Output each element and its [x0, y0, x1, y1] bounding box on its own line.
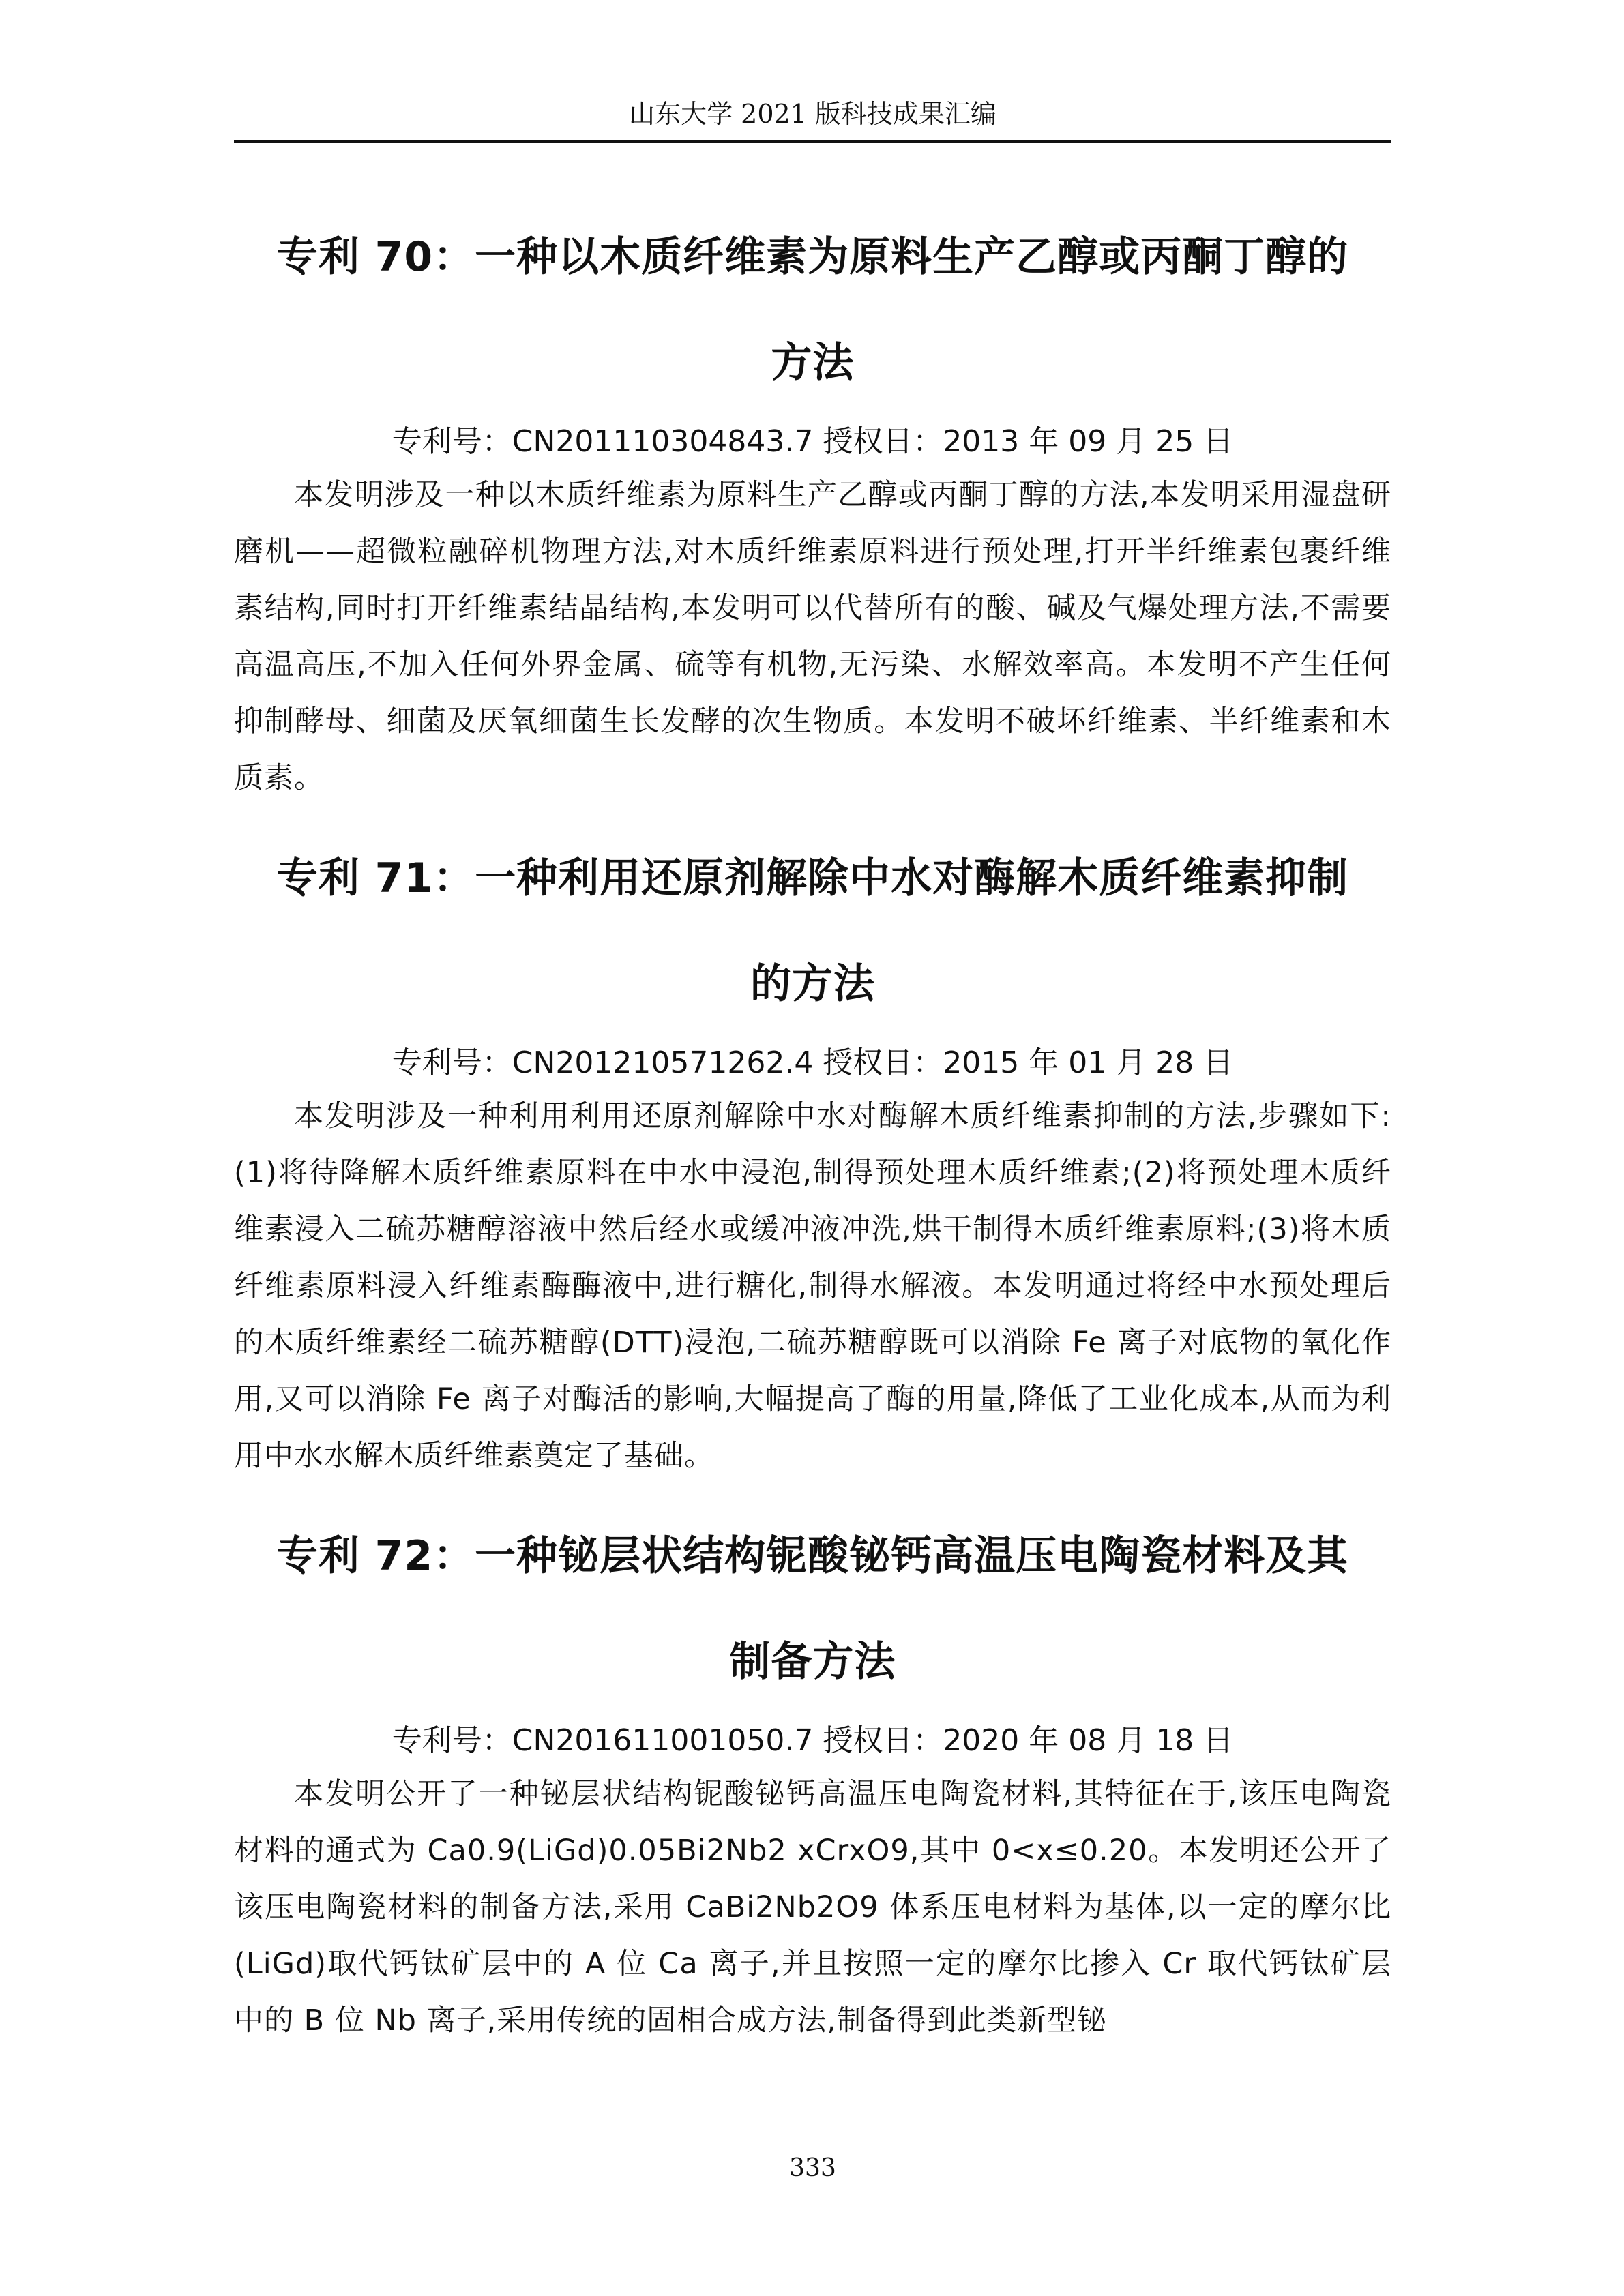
patent-abstract: 本发明涉及一种利用利用还原剂解除中水对酶解木质纤维素抑制的方法,步骤如下:(1)将待降解木质纤维素原料在中水中浸泡,制得预处理木质纤维素;(2)将预处理木质纤维素浸入二硫苏糖醇溶液中然后经水或缓冲液冲洗,烘干制得木质纤维素原料;(3)将木质纤维素原料浸入纤维素酶酶液中,进行糖化,制得水解液。本发明通过将经中水预处理后的木质纤维素经二硫苏糖醇(DTT)浸泡,二硫苏糖醇既可以消除 Fe 离子对底物的氧化作用,又可以消除 Fe 离子对酶活的影响,大幅提高了酶的用量,降低了工业化成本,从而为利用中水水解木质纤维素奠定了基础。 — [234, 1099, 1391, 1473]
patent-title-line-1: 专利 72：一种铋层状结构铌酸铋钙高温压电陶瓷材料及其 — [276, 1532, 1349, 1580]
patent-entry-70 — [234, 205, 1391, 807]
patent-title-line-1: 专利 70：一种以木质纤维素为原料生产乙醇或丙酮丁醇的 — [276, 233, 1349, 281]
header-divider — [234, 140, 1391, 143]
patent-title-line-2: 的方法 — [750, 960, 875, 1008]
patent-abstract: 本发明公开了一种铋层状结构铌酸铋钙高温压电陶瓷材料,其特征在于,该压电陶瓷材料的通式为 Ca0.9(LiGd)0.05Bi2Nb2 xCrxO9,其中 0<x≤0.20。本发明还公开了该压电陶瓷材料的制备方法,采用 CaBi2Nb2O9 体系压电材料为基体,以一定的摩尔比(LiGd)取代钙钛矿层中的 A 位 Ca 离子,并且按照一定的摩尔比掺入 Cr 取代钙钛矿层中的 B 位 Nb 离子,采用传统的固相合成方法,制备得到此类新型铋 — [234, 1777, 1391, 2038]
patent-number-and-grant-date: 专利号：CN201110304843.7 授权日：2013 年 09 月 25 日 — [392, 424, 1234, 459]
patent-number-and-grant-date: 专利号：CN201611001050.7 授权日：2020 年 08 月 18 日 — [392, 1723, 1234, 1758]
patent-title — [234, 826, 1391, 1037]
patent-title — [234, 1504, 1391, 1715]
patent-entry-71 — [234, 826, 1391, 1485]
patent-title-line-1: 专利 71：一种利用还原剂解除中水对酶解木质纤维素抑制 — [276, 854, 1349, 902]
patent-title-line-2: 方法 — [771, 339, 855, 387]
patent-abstract: 本发明涉及一种以木质纤维素为原料生产乙醇或丙酮丁醇的方法,本发明采用湿盘研磨机——超微粒融碎机物理方法,对木质纤维素原料进行预处理,打开半纤维素包裹纤维素结构,同时打开纤维素结晶结构,本发明可以代替所有的酸、碱及气爆处理方法,不需要高温高压,不加入任何外界金属、硫等有机物,无污染、水解效率高。本发明不产生任何抑制酵母、细菌及厌氧细菌生长发酵的次生物质。本发明不破坏纤维素、半纤维素和木质素。 — [234, 478, 1391, 795]
page-number: 333 — [789, 2154, 836, 2182]
page-body — [234, 205, 1391, 2068]
patent-entry-72 — [234, 1504, 1391, 2049]
patent-number-and-grant-date: 专利号：CN201210571262.4 授权日：2015 年 01 月 28 日 — [392, 1045, 1234, 1080]
patent-title — [234, 205, 1391, 416]
patent-title-line-2: 制备方法 — [729, 1638, 896, 1686]
running-header: 山东大学 2021 版科技成果汇编 — [629, 99, 996, 129]
